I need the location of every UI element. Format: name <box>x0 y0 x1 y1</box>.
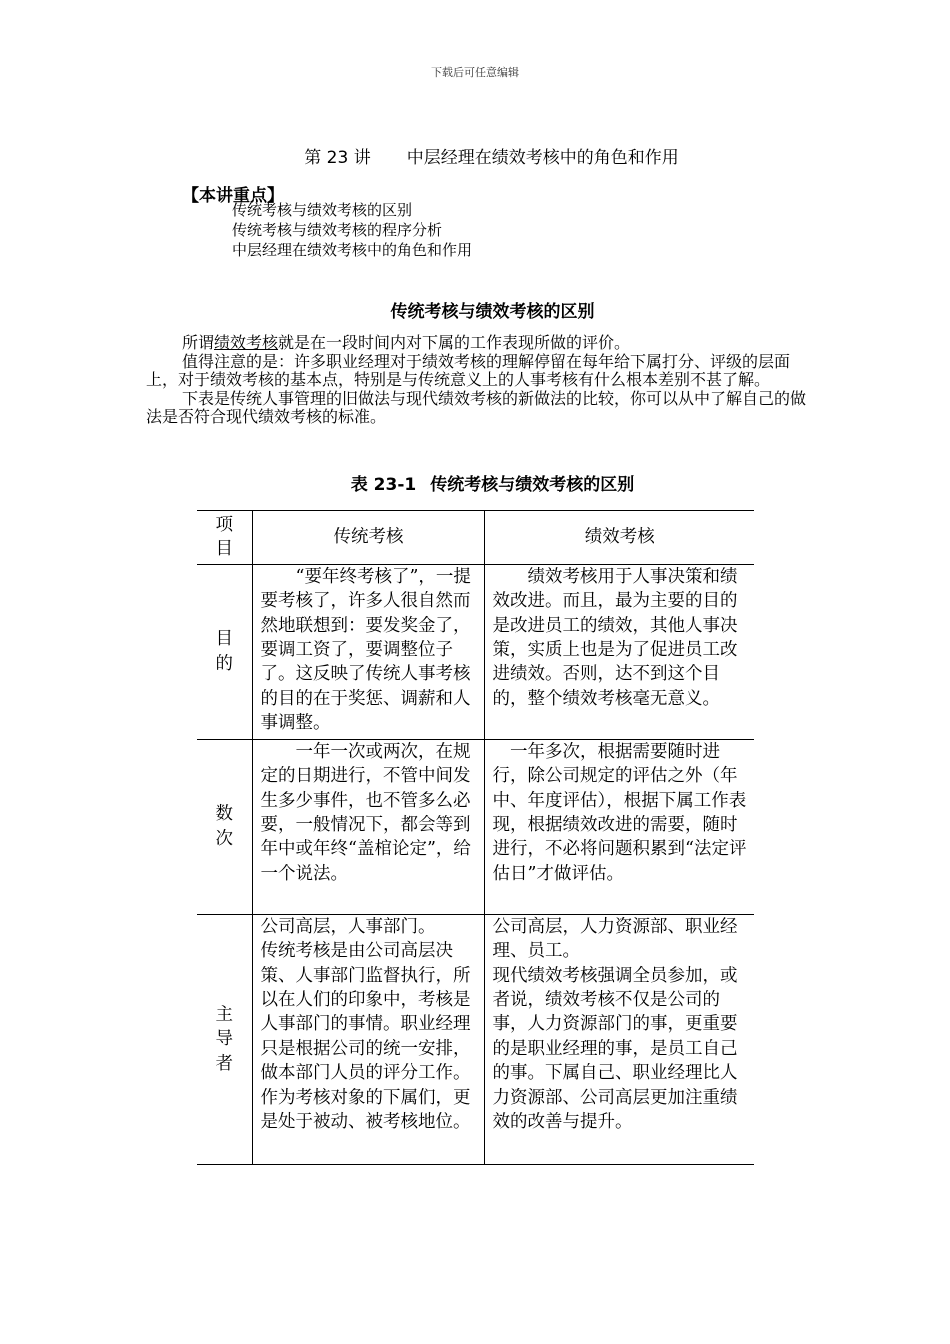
table-row <box>197 564 754 739</box>
cell-performance: 一年多次，根据需要随时进行，除公司规定的评估之外（年中、年度评估），根据下属工作表现，根据绩效改进的需要，随时进行，不必将问题积累到“法定评估日”才做评估。 <box>484 739 754 914</box>
header-traditional: 传统考核 <box>252 511 484 565</box>
table-caption-title: 传统考核与绩效考核的区别 <box>430 475 635 495</box>
key-point-item: 传统考核与绩效考核的区别 <box>232 201 413 219</box>
table-caption <box>0 470 950 495</box>
paragraph-definition <box>146 334 818 353</box>
paragraph-intro-table: 下表是传统人事管理的旧做法与现代绩效考核的新做法的比较，你可以从中了解自己的做法是否符合现代绩效考核的标准。 <box>146 388 807 427</box>
key-points-heading: 【本讲重点】 <box>182 186 284 206</box>
row-label: 主导者 <box>197 914 252 1164</box>
table-number: 表 23-1 <box>350 475 417 495</box>
paragraph-note: 值得注意的是：许多职业经理对于绩效考核的理解停留在每年给下属打分、评级的层面上，对于绩效考核的基本点，特别是与传统意义上的人事考核有什么根本差别不甚了解。 <box>146 351 791 390</box>
cell-traditional: “要年终考核了”，一提要考核了，许多人很自然而然地联想到：要发奖金了，要调工资了，要调整位子了。这反映了传统人事考核的目的在于奖惩、调薪和人事调整。 <box>252 564 484 739</box>
body-text <box>146 334 818 427</box>
page-header-note: 下载后可任意编辑 <box>431 66 519 79</box>
table-row <box>197 739 754 914</box>
paragraph-text: 就是在一段时间内对下属的工作表现所做的评价。 <box>278 333 631 352</box>
header-item: 项目 <box>197 511 252 565</box>
comparison-table <box>197 510 754 1165</box>
cell-performance: 公司高层，人力资源部、职业经理、员工。 现代绩效考核强调全员参加，或者说，绩效考核不仅是公司的事，人力资源部门的事，更重要的是职业经理的事，是员工自己的事。下属自己、职业经理比人力资源部、公司高层更加注重绩效的改善与提升。 <box>484 914 754 1164</box>
paragraph-text: 所谓 <box>182 333 215 352</box>
row-label: 目的 <box>197 564 252 739</box>
lecture-title <box>0 143 950 168</box>
lecture-title-text: 中层经理在绩效考核中的角色和作用 <box>406 148 679 168</box>
lecture-number: 第 23 讲 <box>304 148 371 168</box>
key-points-list <box>232 200 472 260</box>
header-performance: 绩效考核 <box>484 511 754 565</box>
table-header-row <box>197 511 754 565</box>
cell-traditional: 公司高层，人事部门。 传统考核是由公司高层决策、人事部门监督执行，所以在人们的印象中，考核是人事部门的事情。职业经理只是根据公司的统一安排，做本部门人员的评分工作。作为考核对象的下属们，更是处于被动、被考核地位。 <box>252 914 484 1164</box>
key-point-item: 传统考核与绩效考核的程序分析 <box>232 221 443 239</box>
row-label: 数次 <box>197 739 252 914</box>
table-row <box>197 914 754 1164</box>
section-title: 传统考核与绩效考核的区别 <box>390 302 595 322</box>
term-performance-appraisal: 绩效考核 <box>214 333 279 352</box>
cell-traditional: 一年一次或两次，在规定的日期进行，不管中间发生多少事件，也不管多么必要，一般情况下，都会等到年中或年终“盖棺论定”，给一个说法。 <box>252 739 484 914</box>
cell-performance: 绩效考核用于人事决策和绩效改进。而且，最为主要的目的是改进员工的绩效，其他人事决策，实质上也是为了促进员工改进绩效。否则，达不到这个目的，整个绩效考核毫无意义。 <box>484 564 754 739</box>
key-point-item: 中层经理在绩效考核中的角色和作用 <box>232 241 473 259</box>
